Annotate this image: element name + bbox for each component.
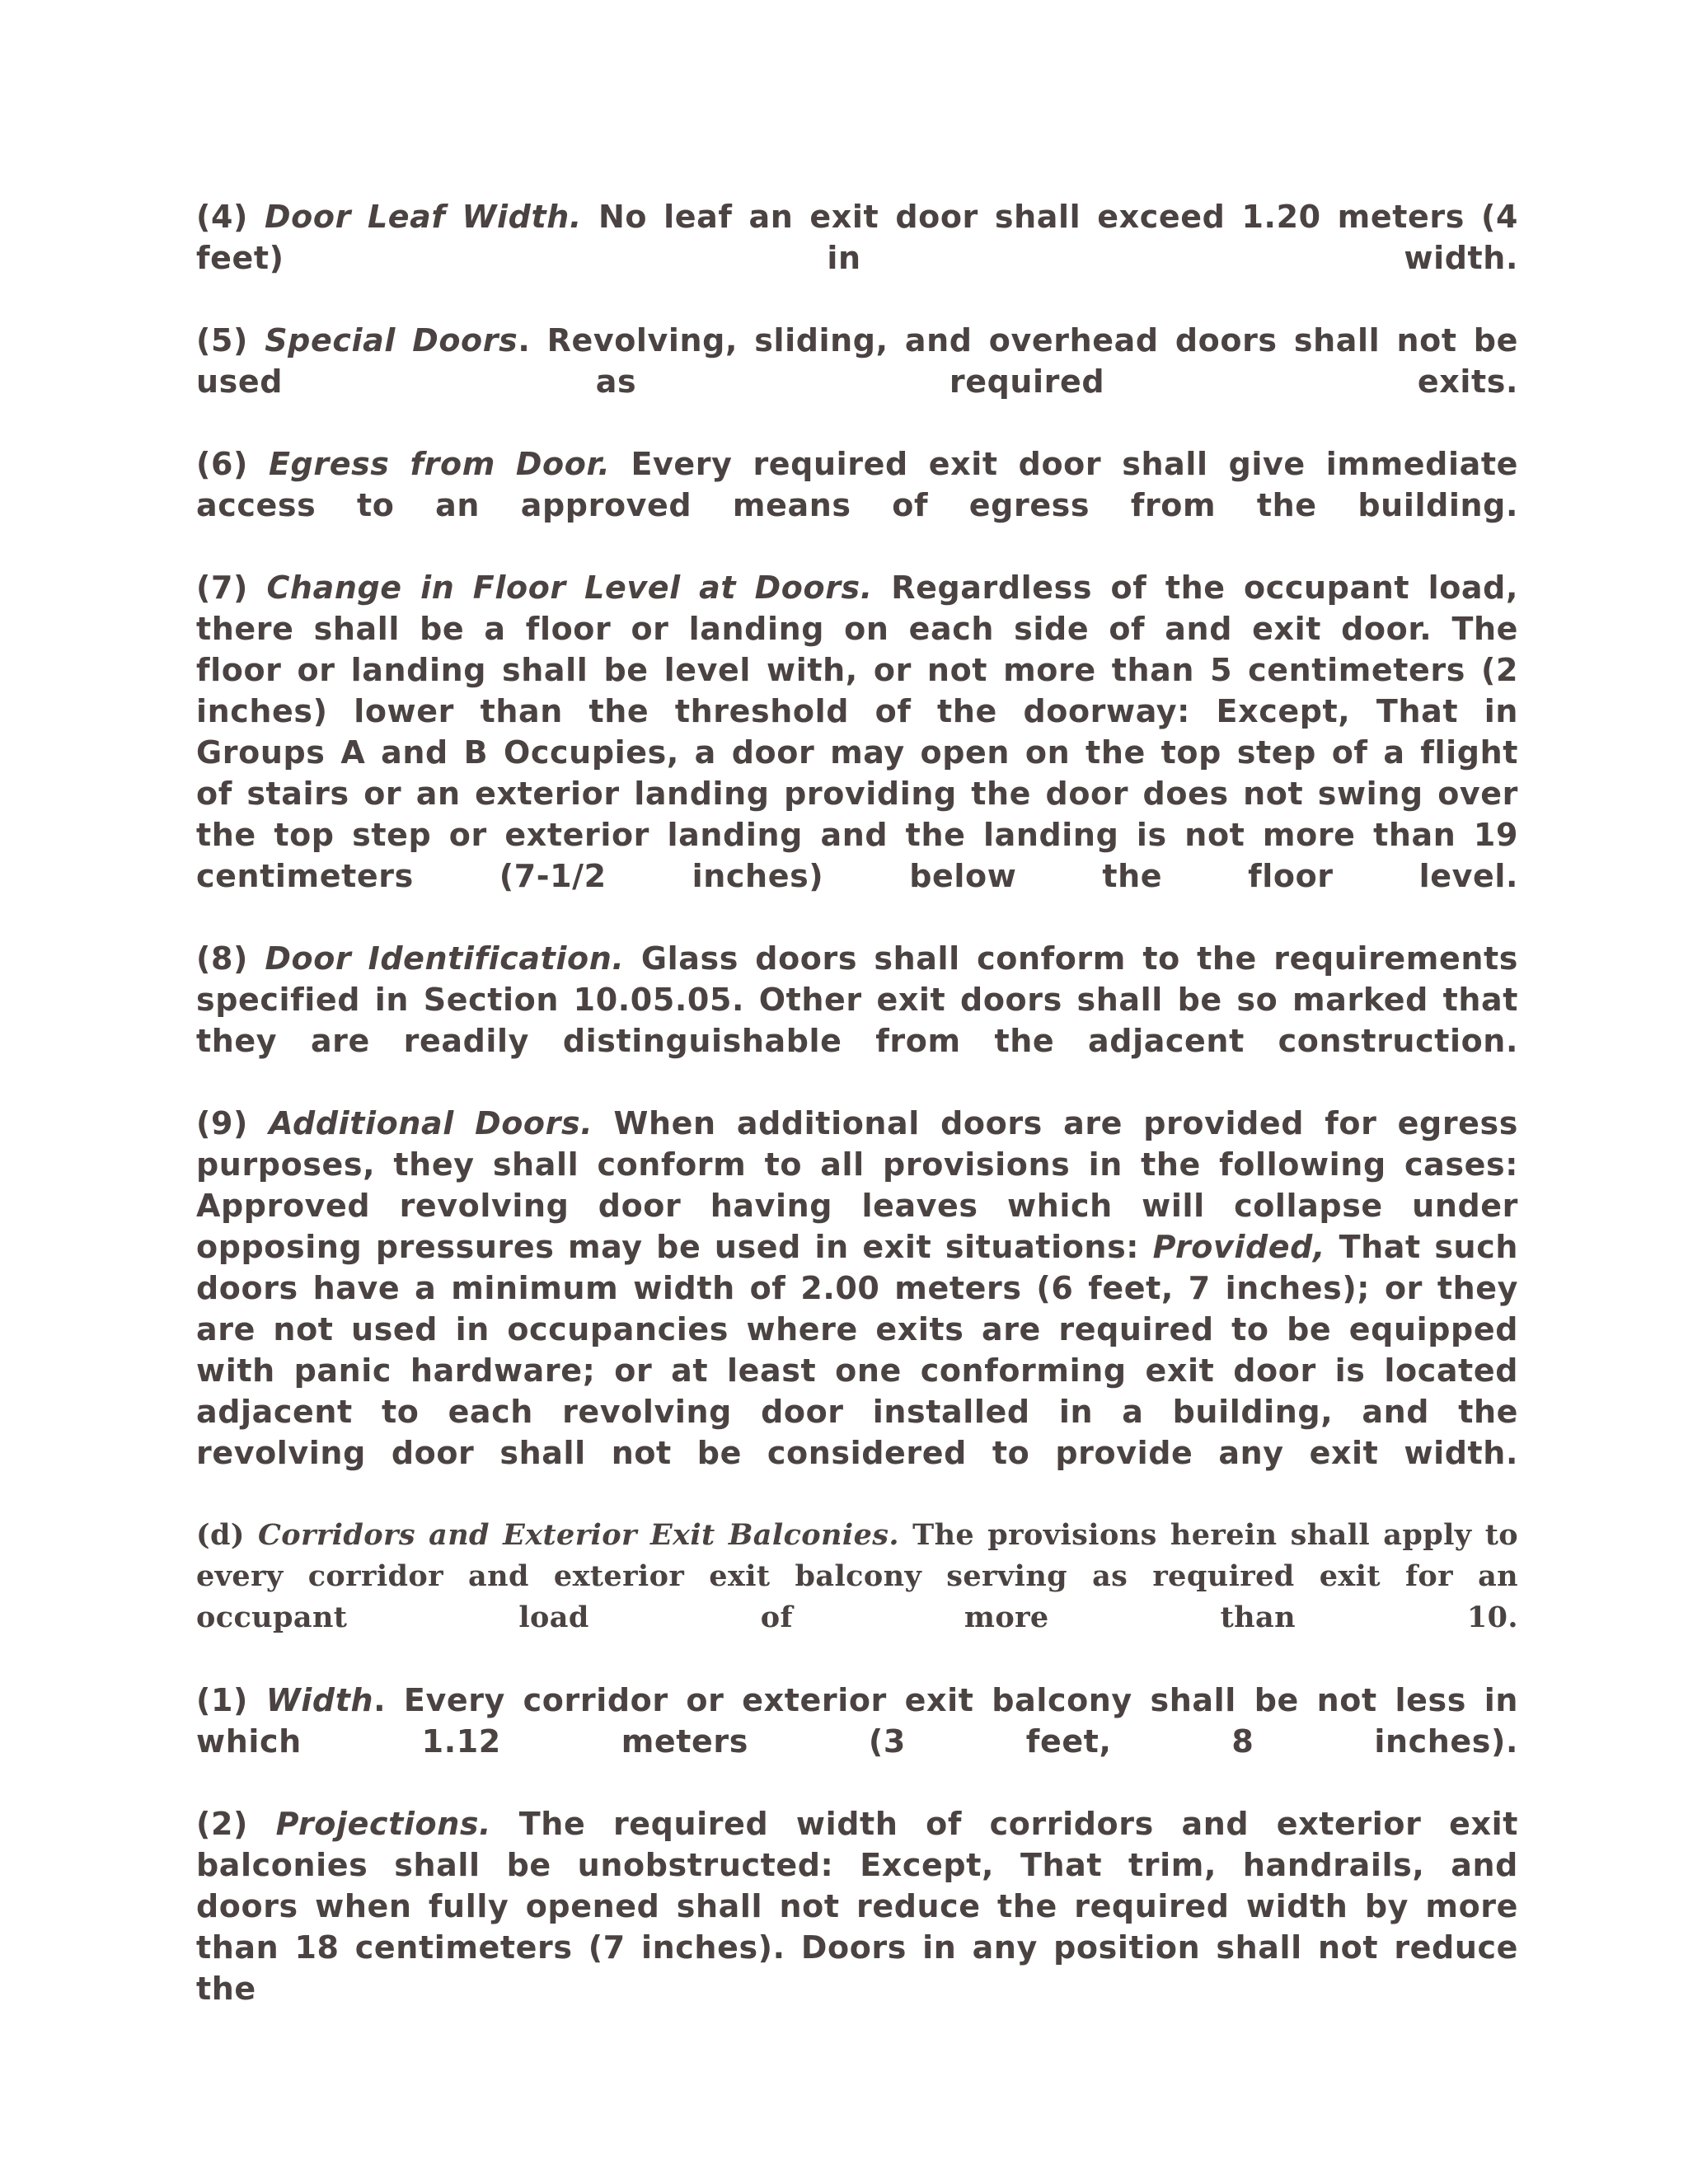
document-page [196,196,1518,2009]
paragraph-text: Every required exit door shall give immediate access to an approved means of egress from the building. [196,446,1518,523]
paragraph-heading: Door Leaf Width. [265,199,582,235]
paragraph-text: The provisions herein shall apply to every corridor and exterior exit balcony serving as required exit for an occupant load of more than 10. [196,1518,1519,1634]
paragraph-door-leaf-width [196,196,1518,279]
paragraph-width [196,1680,1518,1762]
paragraph-number: (8) [196,940,248,977]
paragraph-number: (7) [196,569,248,606]
paragraph-heading: Egress from Door. [269,446,611,482]
paragraph-heading: Additional Doors. [269,1105,593,1141]
paragraph-inline-italic: Provided, [1152,1229,1326,1265]
paragraph-heading: Projections. [275,1806,492,1842]
paragraph-text: Regardless of the occupant load, there shall be a floor or landing on each side of and exit door. The floor or landing shall be level with, or not more than 5 centimeters (2 inches) lower than the threshold of the doorway: Except, That in Groups A and B Occupies, a door may open on the top step of a flight of stairs or an exterior landing providing the door does not swing over the top step or exterior landing and the landing is not more than 19 centimeters (7-1/2 inches) below the floor level. [196,569,1518,894]
paragraph-heading: Special Doors [265,322,518,359]
paragraph-additional-doors [196,1103,1518,1474]
paragraph-number: (d) [196,1518,245,1552]
paragraph-heading: Door Identification. [265,940,625,977]
paragraph-heading: Change in Floor Level at Doors. [266,569,873,606]
paragraph-number: (4) [196,199,248,235]
paragraph-number: (1) [196,1682,248,1718]
paragraph-text-continued: That such doors have a minimum width of 2.00 meters (6 feet, 7 inches); or they are not used in occupancies where exits are required to be equipped with panic hardware; or at least one conforming exit door is located adjacent to each revolving door installed in a building, and the revolving door shall not be considered to provide any exit width. [196,1229,1518,1471]
paragraph-text: No leaf an exit door shall exceed 1.20 meters (4 feet) in width. [196,199,1518,276]
paragraph-number: (5) [196,322,248,359]
paragraph-text: The required width of corridors and exterior exit balconies shall be unobstructed: Except, That trim, handrails, and doors when fully opened shall not reduce the required width by more than 18 centimeters (7 inches). Doors in any position shall not reduce the [196,1806,1518,2007]
paragraph-change-in-floor-level [196,567,1518,897]
paragraph-heading: Corridors and Exterior Exit Balconies. [258,1518,899,1552]
paragraph-text: When additional doors are provided for egress purposes, they shall conform to all provisions in the following cases: Approved revolving door having leaves which will collapse under opposing pressures may be used in exit situations: [196,1105,1518,1265]
paragraph-projections [196,1803,1518,2009]
paragraph-corridors-and-balconies [196,1515,1518,1638]
paragraph-text: . Every corridor or exterior exit balcony shall be not less in which 1.12 meters (3 feet, 8 inches). [196,1682,1518,1760]
paragraph-number: (6) [196,446,248,482]
paragraph-number: (2) [196,1806,248,1842]
paragraph-text: . Revolving, sliding, and overhead doors shall not be used as required exits. [196,322,1518,400]
paragraph-special-doors [196,320,1518,402]
paragraph-egress-from-door [196,443,1518,526]
paragraph-text: Glass doors shall conform to the requirements specified in Section 10.05.05. Other exit doors shall be so marked that they are readily distinguishable from the adjacent construction. [196,940,1518,1059]
paragraph-door-identification [196,938,1518,1062]
paragraph-number: (9) [196,1105,248,1141]
paragraph-heading: Width [265,1682,374,1718]
